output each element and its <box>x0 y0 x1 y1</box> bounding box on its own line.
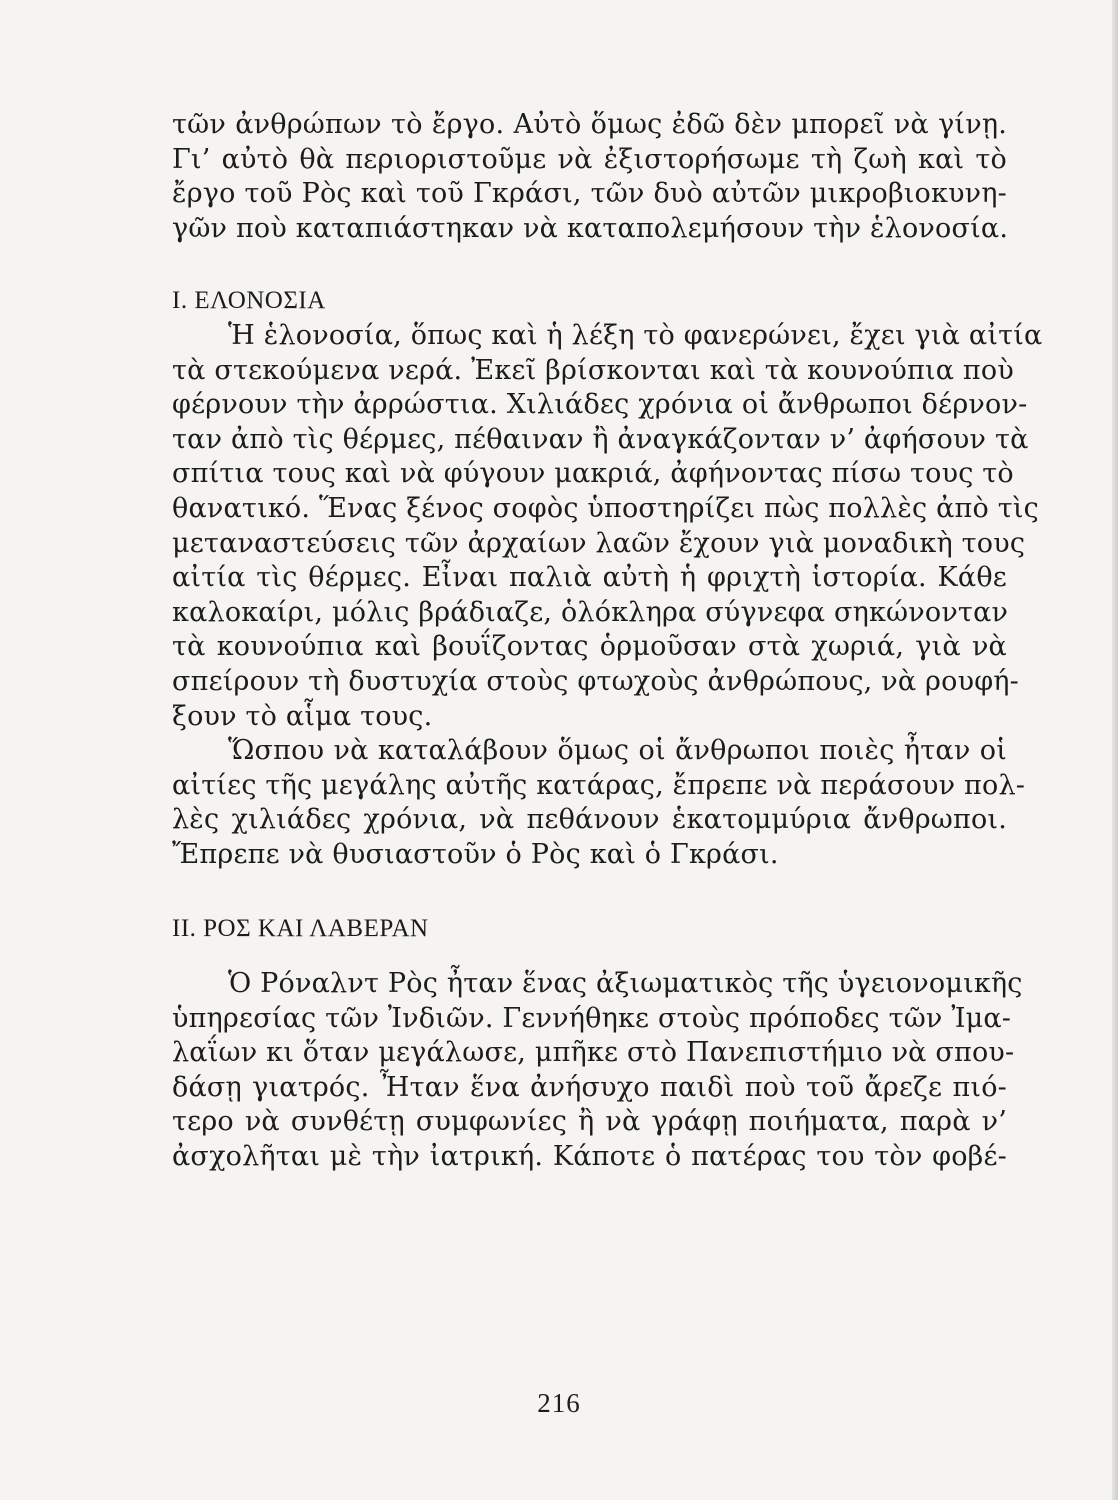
text-line: ἔργο τοῦ Ρὸς καὶ τοῦ Γκράσι, τῶν δυὸ αὐτῶν μικροβιοκυνη- <box>172 178 1007 210</box>
text-line: Ὥσπου νὰ καταλάβουν ὅμως οἱ ἄνθρωποι ποιὲς ἦταν οἱ <box>228 735 1007 767</box>
text-line: λὲς χιλιάδες χρόνια, νὰ πεθάνουν ἑκατομμύρια ἄνθρωποι. <box>172 804 1007 836</box>
page-number: 216 <box>537 1388 581 1418</box>
text-line: αἰτία τὶς θέρμες. Εἶναι παλιὰ αὐτὴ ἡ φριχτὴ ἱστορία. Κάθε <box>172 562 1007 594</box>
text-line: αἰτίες τῆς μεγάλης αὐτῆς κατάρας, ἔπρεπε νὰ περάσουν πολ- <box>172 769 1026 801</box>
text-line: τὰ στεκούμενα νερά. Ἐκεῖ βρίσκονται καὶ τὰ κουνούπια ποὺ <box>172 354 1014 386</box>
text-line: γῶν ποὺ καταπιάστηκαν νὰ καταπολεμήσουν τὴν ἑλονοσία. <box>172 212 1009 244</box>
text-line: δάσῃ γιατρός. Ἦταν ἕνα ἀνήσυχο παιδὶ ποὺ τοῦ ἄρεζε πιό- <box>172 1071 1007 1103</box>
text-line: Ἔπρεπε νὰ θυσιαστοῦν ὁ Ρὸς καὶ ὁ Γκράσι. <box>172 838 779 870</box>
section-heading-ros-laveran: II. ΡΟΣ ΚΑΙ ΛΑΒΕΡΑΝ <box>172 915 429 943</box>
text-line: Ἡ ἑλονοσία, ὅπως καὶ ἡ λέξη τὸ φανερώνει, ἔχει γιὰ αἰτία <box>228 319 1043 351</box>
text-line: ἀσχολῆται μὲ τὴν ἰατρική. Κάποτε ὁ πατέρας του τὸν φοβέ- <box>172 1141 1007 1173</box>
text-line: σπείρουν τὴ δυστυχία στοὺς φτωχοὺς ἀνθρώπους, νὰ ρουφή- <box>172 665 1019 697</box>
page-edge <box>1112 0 1118 1500</box>
text-line: μεταναστεύσεις τῶν ἀρχαίων λαῶν ἔχουν γιὰ μοναδικὴ τους <box>172 527 1026 559</box>
text-line: λαΐων κι ὅταν μεγάλωσε, μπῆκε στὸ Πανεπιστήμιο νὰ σπου- <box>172 1037 1015 1069</box>
section-heading-elonosia: I. ΕΛΟΝΟΣΙΑ <box>172 287 326 315</box>
text-line: τῶν ἀνθρώπων τὸ ἔργο. Αὐτὸ ὅμως ἐδῶ δὲν μπορεῖ νὰ γίνῃ. <box>172 109 1007 140</box>
page-text <box>172 108 1043 1175</box>
text-line: τερο νὰ συνθέτῃ συμφωνίες ἢ νὰ γράφῃ ποιήματα, παρὰ ν’ <box>172 1106 1007 1138</box>
text-line: καλοκαίρι, μόλις βράδιαζε, ὁλόκληρα σύγνεφα σηκώνονταν <box>172 596 1009 628</box>
text-line: ξουν τὸ αἷμα τους. <box>172 700 433 732</box>
text-line: σπίτια τους καὶ νὰ φύγουν μακριά, ἀφήνοντας πίσω τους τὸ <box>172 458 1014 490</box>
text-line: ταν ἀπὸ τὶς θέρμες, πέθαιναν ἢ ἀναγκάζονταν ν’ ἀφήσουν τὰ <box>172 423 1029 455</box>
text-line: θανατικό. Ἕνας ξένος σοφὸς ὑποστηρίζει πὼς πολλὲς ἀπὸ τὶς <box>172 492 1039 524</box>
text-line: Γι’ αὐτὸ θὰ περιοριστοῦμε νὰ ἐξιστορήσωμε τὴ ζωὴ καὶ τὸ <box>172 143 1007 175</box>
text-line: ὑπηρεσίας τῶν Ἰνδιῶν. Γεννήθηκε στοὺς πρόποδες τῶν Ἰμα- <box>172 1002 1012 1034</box>
text-line: φέρνουν τὴν ἀρρώστια. Χιλιάδες χρόνια οἱ ἄνθρωποι δέρνον- <box>172 389 1028 421</box>
text-line: τὰ κουνούπια καὶ βουΐζοντας ὁρμοῦσαν στὰ χωριά, γιὰ νὰ <box>172 631 1007 663</box>
text-line: Ὁ Ρόναλντ Ρὸς ἦταν ἕνας ἀξιωματικὸς τῆς ὑγειονομικῆς <box>228 968 1023 1000</box>
